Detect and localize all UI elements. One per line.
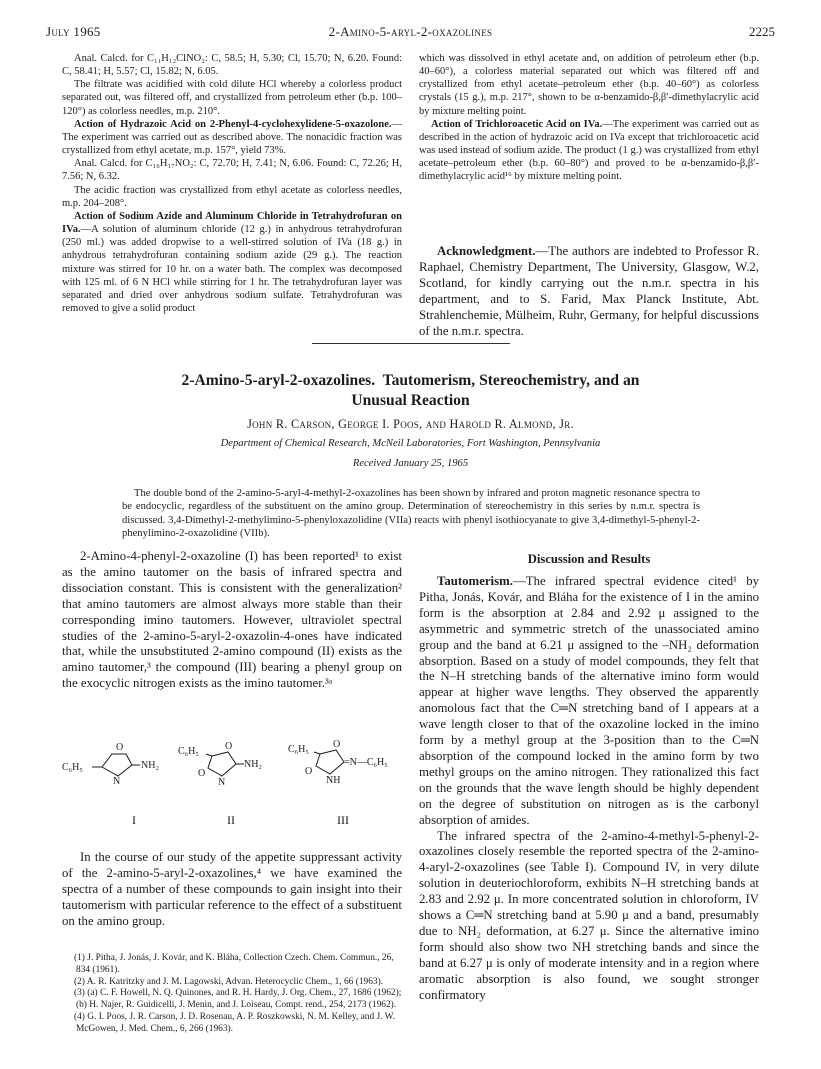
hydrazoic-acid-body: —The experiment was carried out as described above. The nonacidic fraction was crystallized from ethyl acetate, m.p. 157°, yield 73%. <box>62 118 402 157</box>
continued-paragraph: which was dissolved in ethyl acetate and, on addition of petroleum ether (b.p. 40–60°), a colorless material separated out which was filtered off and crystallized from ethyl acetate–petroleum ether (b.p. 40–60°) as colorless crystals (15 g.), m.p. 217°, shown to be α-benzamido-β,β′-dimethylacrylic acid by mixture melting point. <box>419 53 759 117</box>
references <box>62 953 402 1036</box>
structure-label-iii: III <box>337 813 349 827</box>
reference-4: (4) G. I. Poos, J. R. Carson, J. D. Rosenau, A. P. Roszkowski, N. M. Kelley, and J. W. McGowen, J. Med. Chem., 6, 266 (1963). <box>74 1011 396 1034</box>
tautomerism-paragraph <box>419 574 759 829</box>
structure-ii-carbonyl-oxygen: O <box>198 768 206 779</box>
running-head-date: July 1965 <box>46 24 101 39</box>
body-left-column-continued <box>62 850 402 930</box>
intro-paragraph-1: 2-Amino-4-phenyl-2-oxazoline (I) has been reported¹ to exist as the amino tautomer on the basis of infrared spectra and dissociation constant. This is consistent with the generalization² that amino tautomers are almost always more stable than their corresponding imino tautomers. However, ultraviolet spectral studies of the 2-amino-5-aryl-2-oxazolin-4-ones have indicated that, while the unsubstituted 2-amino compound (II) exists as the amino tautomer,³ the compound (III) bearing a phenyl group on the exocyclic nitrogen exists as the imino tautomer.³ᵃ <box>62 549 402 691</box>
body-left-column <box>62 549 402 692</box>
top-left-column <box>62 52 402 315</box>
sodium-azide-heading: Action of Sodium Azide and Aluminum Chloride in Tetrahydrofuran on IVa. <box>62 210 402 236</box>
structure-label-ii: II <box>227 813 235 827</box>
structure-label-i: I <box>132 813 136 827</box>
sodium-azide-paragraph <box>62 210 402 315</box>
acknowledgment-heading: Acknowledgment. <box>437 244 536 258</box>
section-heading: Discussion and Results <box>527 552 651 566</box>
article-title <box>40 371 781 411</box>
structure-ii-ring-oxygen: O <box>225 741 233 752</box>
sodium-azide-body: —A solution of aluminum chloride (12 g.) in anhydrous tetrahydrofuran (250 ml.) was added dropwise to a well-stirred solution of IVa (18 g.) in anhydrous tetrahydrofuran containing sodium azide (29 g.). The reaction mixture was stirred for 10 hr. on a water bath. The complex was decomposed with 125 ml. of 6 N HCl while stirring for 1 hr. The tetrahydrofuran layer was separated and dried over anhydrous sodium sulfate. Tetrahydrofuran was removed to give a solid product <box>62 224 402 314</box>
article-title-line-2: Unusual Reaction <box>351 392 470 409</box>
body-right-column <box>419 574 759 1003</box>
abstract <box>122 487 700 541</box>
reference-1: (1) J. Pitha, J. Jonás, J. Kovár, and K. Bláha, Collection Czech. Chem. Commun., 26, 834 (1961). <box>74 953 394 975</box>
tautomerism-body: —The infrared spectral evidence cited¹ by Pitha, Jonás, Kovár, and Bláha for the existence of I in the amino form is the absorption at 2.84 and 2.92 μ assigned to the asymmetric and symmetric stretch of the unassociated amino group and the band at 6.21 μ assigned to the –NH₂ deformation absorption. Based on a study of model compounds, they felt that the N–H stretching bands of the alternative imino form would appear at higher wave lengths. They observed the apparently anomolous fact that the C═N stretching band of I appears at a wave length closer to that of the oxazoline locked in the imino form by a methyl group at the 3-position than to the C═N absorption of the compound locked in the amino form by two methyl groups on the amino nitrogen. They rationalized this fact on the grounds that the wave length should be highly dependent on the degree of substitution on nitrogen as is the carbonyl absorption of amides. <box>419 574 759 827</box>
trichloroacetic-body: —The experiment was carried out as described in the action of hydrazoic acid on IVa except that trichloroacetic acid was used instead of sodium azide. The product (1 g.) was crystallized from ethyl acetate–petroleum ether (b.p. 60–80°) and proved to be α-benzamido-β,β′-dimethylacrylic acid¹⁶ by mixture melting point. <box>419 118 759 183</box>
top-right-column <box>419 52 759 184</box>
reference-2: (2) A. R. Katritzky and J. M. Lagowski, Advan. Heterocyclic Chem., 1, 66 (1963). <box>74 976 384 987</box>
acknowledgment-body: —The authors are indebted to Professor R. Raphael, Chemistry Department, The University, Glasgow, W.2, Scotland, for kindly carrying out the n.m.r. spectra in his department, and to S. Farid, Max Planck Institute, Abt. Strahlenchemie, Mülheim, Ruhr, Germany, for helpful discussions of the n.m.r. spectra. <box>419 244 759 338</box>
chemical-structures <box>60 732 410 812</box>
structure-iii <box>288 739 388 786</box>
tautomerism-heading: Tautomerism. <box>437 574 513 588</box>
structure-ii-nitrogen: N <box>218 777 226 788</box>
structure-ii-group: NH₂ <box>244 759 262 770</box>
trichloroacetic-heading: Action of Trichloroacetic Acid on IVa. <box>431 118 603 130</box>
structure-i-substituent: C₆H₅ <box>62 762 83 773</box>
structure-i-nitrogen: N <box>113 776 121 787</box>
analysis-paragraph-2: Anal. Calcd. for C₁₆H₁₇NO₂: C, 72.70; H, 7.41; N, 6.06. Found: C, 72.26; H, 7.56; N, 6.32. <box>62 158 402 183</box>
analysis-paragraph-1: Anal. Calcd. for C₁₁H₁₂ClNO₂: C, 58.5; H, 5.30; Cl, 15.70; N, 6.20. Found: C, 58.41; H, 5.57; Cl, 15.82; N, 6.05. <box>62 53 402 78</box>
authors: John R. Carson, George I. Poos, and Harold R. Almond, Jr. <box>247 417 574 431</box>
structure-iii-substituent: C₆H₅ <box>288 744 309 755</box>
affiliation: Department of Chemical Research, McNeil Laboratories, Fort Washington, Pennsylvania <box>220 438 601 449</box>
page-number: 2225 <box>749 24 775 39</box>
running-head-title: 2-Amino-5-aryl-2-oxazolines <box>328 24 493 39</box>
filtrate-paragraph: The filtrate was acidified with cold dilute HCl whereby a colorless product separated out, was filtered off, and crystallized from petroleum ether (b.p. 100–120°) as colorless needles, m.p. 210°. <box>62 79 402 117</box>
structure-i-group: NH₂ <box>141 760 159 771</box>
reference-3: (3) (a) C. F. Howell, N. Q. Quinones, and R. H. Hardy, J. Org. Chem., 27, 1686 (1962); (b) H. Najer, R. Guidicelli, J. Menin, and J. Loiseau, Compt. rend., 254, 2173 (1962). <box>74 988 402 1011</box>
acknowledgment <box>419 244 759 339</box>
intro-paragraph-2: In the course of our study of the appetite suppressant activity of the 2-amino-5-aryl-2-oxazolines,⁴ we have examined the spectra of a number of these compounds to gain insight into their tautomerism with particular reference to the effect of a substituent on the amino group. <box>62 850 402 928</box>
structure-iii-nh: NH <box>326 775 341 786</box>
structure-iii-group: =N—C₆H₅ <box>344 757 388 768</box>
acidic-fraction-paragraph: The acidic fraction was crystallized from ethyl acetate as colorless needles, m.p. 204–208°. <box>62 184 402 209</box>
structure-ii <box>178 741 262 788</box>
structure-iii-ring-oxygen: O <box>333 739 341 750</box>
structure-ii-substituent: C₆H₅ <box>178 746 199 757</box>
hydrazoic-acid-heading: Action of Hydrazoic Acid on 2-Phenyl-4-cyclohexylidene-5-oxazolone. <box>74 118 392 130</box>
received-date: Received January 25, 1965 <box>352 458 469 469</box>
structure-i <box>62 742 159 787</box>
section-divider <box>312 343 510 344</box>
hydrazoic-acid-paragraph <box>62 118 402 157</box>
article-title-line-1: 2-Amino-5-aryl-2-oxazolines. Tautomerism, Stereochemistry, and an <box>181 372 640 389</box>
structure-iii-carbonyl-oxygen: O <box>305 766 313 777</box>
structure-i-oxygen: O <box>116 742 124 753</box>
abstract-text: The double bond of the 2-amino-5-aryl-4-methyl-2-oxazolines has been shown by infrared and proton magnetic resonance spectra to be endocyclic, regardless of the substituent on the amino group. Determination of stereochemistry in this series by n.m.r. spectra is discussed. 3,4-Dimethyl-2-methylimino-5-phenyloxazolidine (VIIa) reacts with phenyl isothiocyanate to give 3,4-dimethyl-5-phenyl-2-phenylimino-2-oxazolidine (VIIb). <box>122 488 700 540</box>
infrared-paragraph: The infrared spectra of the 2-amino-4-methyl-5-phenyl-2-oxazolines closely resemble the reported spectra of the 2-amino-4-aryl-2-oxazolines (see Table I). Compound IV, in very dilute solution in deuteriochloroform, exhibits N–H stretching bands at 2.83 and 2.92 μ. In more concentrated solution in chloroform, IV shows a C═N stretching band at 5.90 μ and a band, presumably due to NH₂ deformation, at 6.27 μ. Since the alternative imino form should also show two NH stretching bands and since the band at 6.27 μ is only of moderate intensity and in a region where aromatic absorption is also found, we sought stronger confirmatory <box>419 828 759 1002</box>
trichloroacetic-paragraph <box>419 118 759 184</box>
